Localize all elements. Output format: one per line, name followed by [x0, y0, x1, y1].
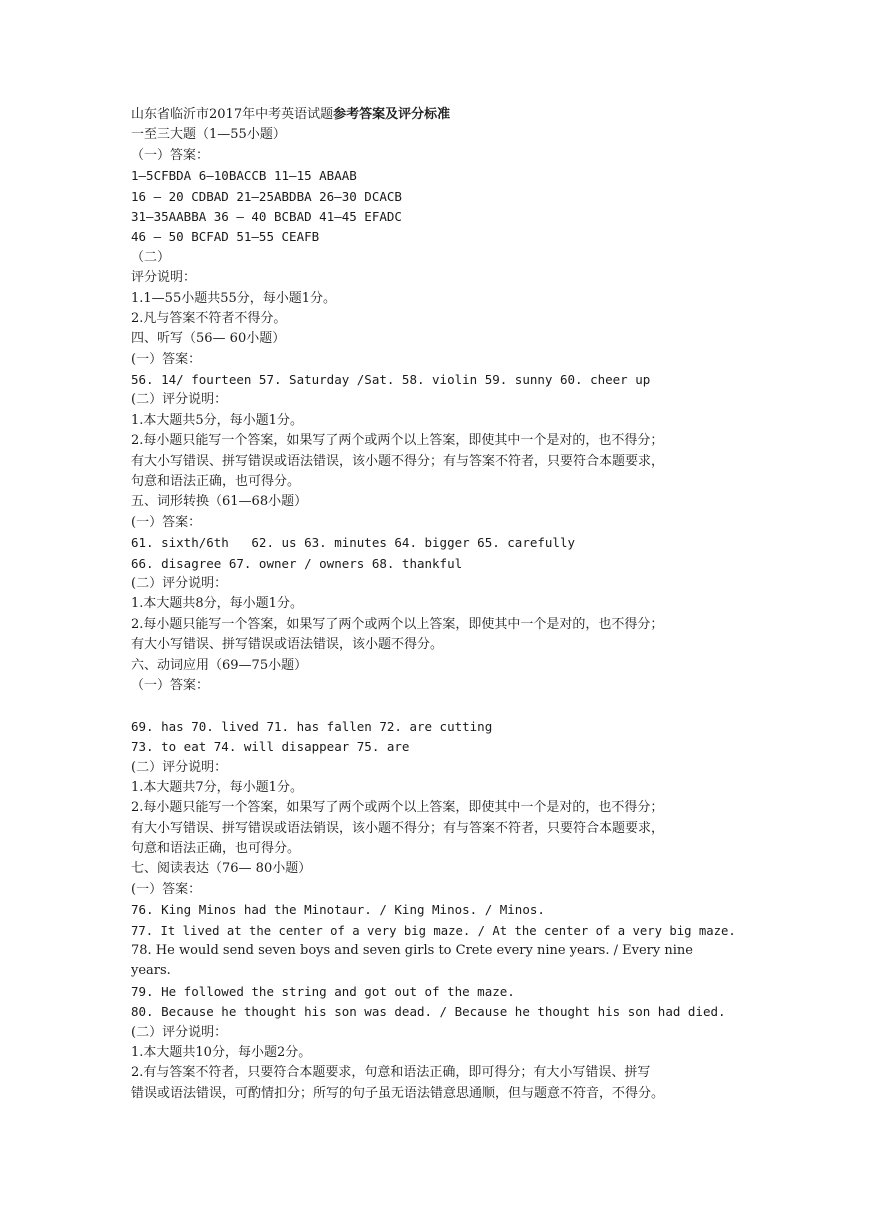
answer-row: 76. King Minos had the Minotaur. / King Minos. / Minos.: [131, 902, 545, 918]
answer-row: 73. to eat 74. will disappear 75. are: [131, 739, 410, 755]
scoring-note: 有大小写错误、拼写错误或语法销误，该小题不得分；有与答案不符者，只要符合本题要求，: [131, 820, 665, 836]
answers-label: （一）答案：: [131, 677, 210, 693]
scoring-note: 1.本大题共8分，每小题1分。: [131, 596, 303, 612]
title-normal: 山东省临沂市2017年中考英语试题: [131, 107, 334, 122]
answer-row: 69. has 70. lived 71. has fallen 72. are cutting: [131, 718, 493, 734]
title-bold: 参考答案及评分标准: [333, 107, 451, 122]
scoring-label: 评分说明：: [131, 270, 197, 286]
answer-row: 78. He would send seven boys and seven girls to Crete every nine years. / Every nine: [131, 943, 693, 959]
blank-line: [131, 696, 741, 716]
answer-row: 79. He followed the string and got out of the maze.: [131, 983, 515, 999]
scoring-label: (二）评分说明：: [131, 759, 228, 775]
section-heading: 六、动词应用（69—75小题）: [131, 657, 308, 673]
answer-key-document: [131, 105, 741, 1104]
answer-row: 61. sixth/6th 62. us 63. minutes 64. bigger 65. carefully: [131, 535, 576, 551]
answer-row: 80. Because he thought his son was dead. / Because he thought his son had died.: [131, 1004, 726, 1020]
scoring-note: 1.本大题共10分，每小题2分。: [131, 1044, 312, 1060]
answer-row: years.: [131, 963, 171, 979]
answer-row: 66. disagree 67. owner / owners 68. thankful: [131, 555, 463, 571]
scoring-label: (二）评分说明：: [131, 1024, 228, 1040]
section-heading: 七、阅读表达（76— 80小题）: [131, 861, 312, 877]
answer-row: 16 — 20 CDBAD 21—25ABDBA 26—30 DCACB: [131, 188, 402, 204]
part-label: （二）: [131, 249, 171, 265]
answer-row: 46 — 50 BCFAD 51—55 CEAFB: [131, 229, 320, 245]
section-heading: 五、词形转换（61—68小题）: [131, 494, 308, 510]
scoring-note: 句意和语法正确，也可得分。: [131, 841, 301, 857]
scoring-note: 1.本大题共7分，每小题1分。: [131, 779, 303, 795]
scoring-note: 有大小写错误、拼写错误或语法错误，该小题不得分。: [131, 637, 444, 653]
answer-row: 77. It lived at the center of a very big maze. / At the center of a very big maze.: [131, 923, 736, 938]
answers-label: (一）答案：: [131, 514, 202, 530]
scoring-note: 2.凡与答案不符者不得分。: [131, 310, 287, 326]
answer-row: 31—35AABBA 36 — 40 BCBAD 41—45 EFADC: [131, 208, 402, 224]
scoring-note: 1.本大题共5分，每小题1分。: [131, 412, 303, 428]
scoring-note: 错误或语法错误，可酌情扣分；所写的句子虽无语法错意思通顺，但与题意不符音，不得分。: [131, 1085, 665, 1101]
scoring-note: 2.每小题只能写一个答案，如果写了两个或两个以上答案，即使其中一个是对的，也不得分；: [131, 800, 664, 816]
answers-label: (一）答案：: [131, 351, 202, 367]
section-heading: 四、听写（56— 60小题）: [131, 331, 286, 347]
section-heading: 一至三大题（1—55小题）: [131, 127, 286, 143]
answers-label: (一）答案：: [131, 881, 202, 897]
answer-row: 56. 14/ fourteen 57. Saturday /Sat. 58. violin 59. sunny 60. cheer up: [131, 372, 651, 388]
scoring-note: 2.有与答案不符者，只要符合本题要求，句意和语法正确，即可得分；有大小写错误、拼写: [131, 1065, 651, 1081]
scoring-note: 句意和语法正确，也可得分。: [131, 474, 301, 490]
scoring-note: 2.每小题只能写一个答案，如果写了两个或两个以上答案，即使其中一个是对的，也不得分；: [131, 433, 664, 449]
scoring-note: 1.1—55小题共55分，每小题1分。: [131, 290, 337, 306]
answers-label: （一）答案：: [131, 147, 210, 163]
scoring-note: 有大小写错误、拼写错误或语法错误，该小题不得分；有与答案不符者，只要符合本题要求，: [131, 453, 665, 469]
answer-row: 1—5CFBDA 6—10BACCB 11—15 ABAAB: [131, 168, 357, 184]
scoring-note: 2.每小题只能写一个答案，如果写了两个或两个以上答案，即使其中一个是对的，也不得分；: [131, 616, 664, 632]
document-title: [131, 105, 741, 125]
scoring-label: (二）评分说明：: [131, 392, 228, 408]
scoring-label: (二）评分说明：: [131, 575, 228, 591]
